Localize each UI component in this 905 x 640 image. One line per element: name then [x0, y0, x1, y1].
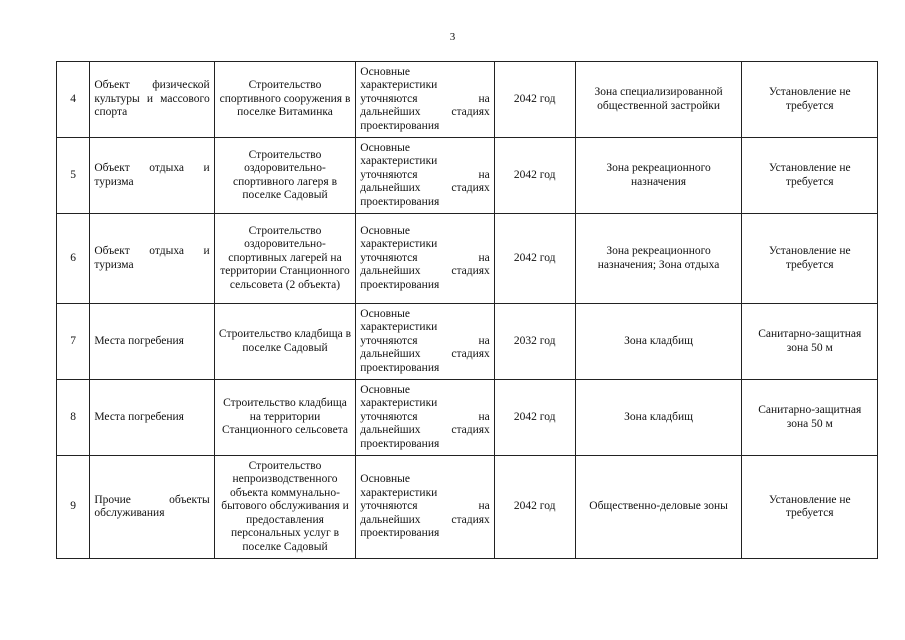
characteristics-line: проектирования	[360, 119, 440, 132]
object-characteristics	[356, 62, 495, 138]
characteristics-line: характеристики	[360, 321, 438, 334]
characteristics-line: дальнейших стадиях	[360, 348, 490, 361]
object-description: Строительство оздоровительно-спортивного лагеря в поселке Садовый	[214, 138, 356, 214]
zone-restriction: Установление не требуется	[742, 138, 878, 214]
zone-restriction: Установление не требуется	[742, 456, 878, 559]
characteristics-line: дальнейших стадиях	[360, 265, 490, 278]
object-description: Строительство непроизводственного объекта коммунально-бытового обслуживания и предоставления персональных услуг в поселке Садовый	[214, 456, 356, 559]
implementation-year: 2042 год	[494, 456, 575, 559]
characteristics-line: характеристики	[360, 155, 438, 168]
characteristics-line: характеристики	[360, 79, 438, 92]
row-number: 6	[57, 214, 90, 304]
characteristics-line: Основные	[360, 65, 410, 78]
row-number: 5	[57, 138, 90, 214]
characteristics-line: характеристики	[360, 238, 438, 251]
object-name: Места погребения	[90, 304, 214, 380]
zone-restriction: Санитарно-защитная зона 50 м	[742, 380, 878, 456]
characteristics-line: проектирования	[360, 437, 440, 450]
object-description: Строительство оздоровительно-спортивных лагерей на территории Станционного сельсовета (2 объекта)	[214, 214, 356, 304]
implementation-year: 2042 год	[494, 62, 575, 138]
implementation-year: 2042 год	[494, 380, 575, 456]
row-number: 9	[57, 456, 90, 559]
characteristics-line: Основные	[360, 307, 410, 320]
object-description: Строительство спортивного сооружения в поселке Витаминка	[214, 62, 356, 138]
characteristics-line: дальнейших стадиях	[360, 424, 490, 437]
object-name: Объект физической культуры и массового спорта	[90, 62, 214, 138]
characteristics-line: уточняются на	[360, 168, 490, 181]
table-row	[57, 380, 878, 456]
row-number: 7	[57, 304, 90, 380]
characteristics-line: проектирования	[360, 361, 440, 374]
object-description: Строительство кладбища на территории Станционного сельсовета	[214, 380, 356, 456]
characteristics-line: уточняются на	[360, 92, 490, 105]
characteristics-line: уточняются на	[360, 251, 490, 264]
functional-zone: Общественно-деловые зоны	[575, 456, 742, 559]
characteristics-line: уточняются на	[360, 334, 490, 347]
zone-restriction: Установление не требуется	[742, 214, 878, 304]
object-name: Места погребения	[90, 380, 214, 456]
characteristics-line: проектирования	[360, 195, 440, 208]
object-name: Прочие объекты обслуживания	[90, 456, 214, 559]
characteristics-line: Основные	[360, 473, 410, 486]
table-row	[57, 138, 878, 214]
characteristics-line: проектирования	[360, 278, 440, 291]
object-name: Объект отдыха и туризма	[90, 138, 214, 214]
characteristics-line: Основные	[360, 141, 410, 154]
implementation-year: 2032 год	[494, 304, 575, 380]
zone-restriction: Санитарно-защитная зона 50 м	[742, 304, 878, 380]
functional-zone: Зона рекреационного назначения; Зона отдыха	[575, 214, 742, 304]
table-row	[57, 304, 878, 380]
table-body	[57, 62, 878, 559]
characteristics-line: характеристики	[360, 486, 438, 499]
object-description: Строительство кладбища в поселке Садовый	[214, 304, 356, 380]
table-row	[57, 456, 878, 559]
object-characteristics	[356, 380, 495, 456]
table-row	[57, 214, 878, 304]
characteristics-line: уточняются на	[360, 500, 490, 513]
characteristics-line: дальнейших стадиях	[360, 513, 490, 526]
implementation-year: 2042 год	[494, 214, 575, 304]
characteristics-line: проектирования	[360, 527, 440, 540]
characteristics-line: характеристики	[360, 397, 438, 410]
objects-table	[56, 61, 878, 559]
characteristics-line: дальнейших стадиях	[360, 182, 490, 195]
object-characteristics	[356, 138, 495, 214]
page-number: 3	[449, 31, 456, 43]
object-name: Объект отдыха и туризма	[90, 214, 214, 304]
functional-zone: Зона рекреационного назначения	[575, 138, 742, 214]
implementation-year: 2042 год	[494, 138, 575, 214]
characteristics-line: Основные	[360, 224, 410, 237]
functional-zone: Зона специализированной общественной застройки	[575, 62, 742, 138]
characteristics-line: дальнейших стадиях	[360, 106, 490, 119]
functional-zone: Зона кладбищ	[575, 304, 742, 380]
row-number: 4	[57, 62, 90, 138]
table-row	[57, 62, 878, 138]
object-characteristics	[356, 214, 495, 304]
functional-zone: Зона кладбищ	[575, 380, 742, 456]
row-number: 8	[57, 380, 90, 456]
object-characteristics	[356, 456, 495, 559]
object-characteristics	[356, 304, 495, 380]
zone-restriction: Установление не требуется	[742, 62, 878, 138]
characteristics-line: Основные	[360, 383, 410, 396]
characteristics-line: уточняются на	[360, 410, 490, 423]
